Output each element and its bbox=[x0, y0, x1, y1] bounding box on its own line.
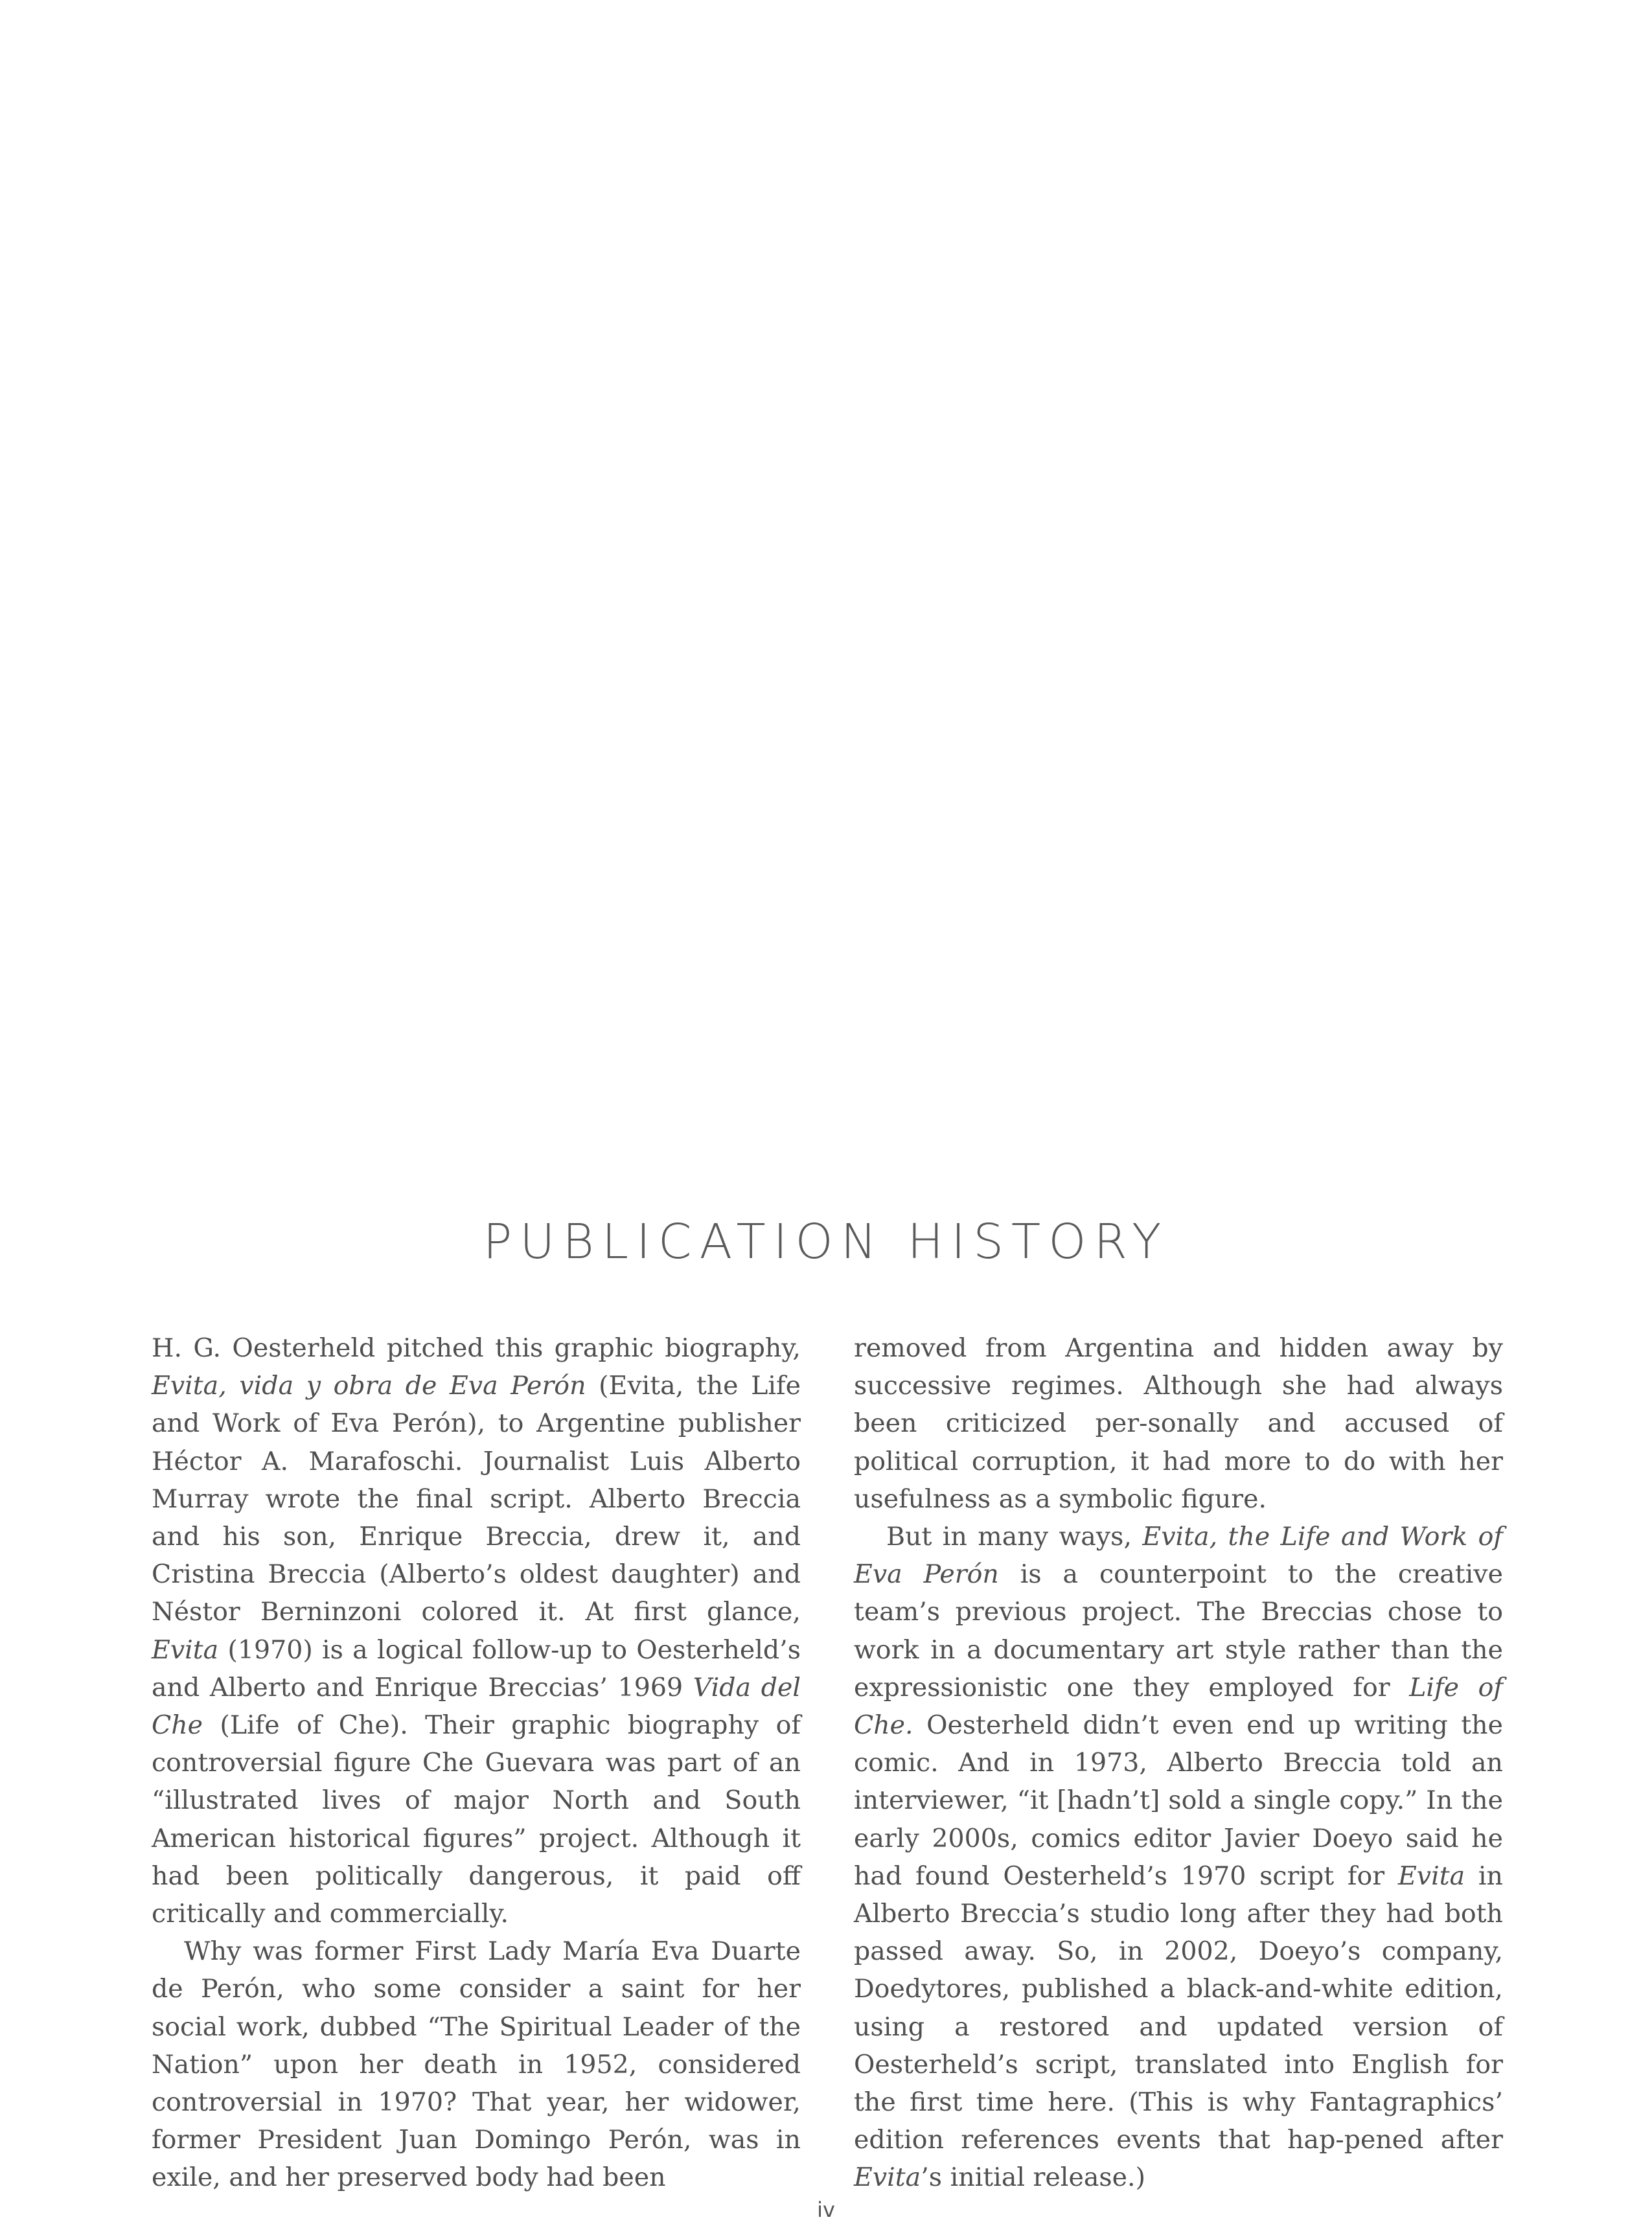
paragraph-why-controversial: Why was former First Lady María Eva Duarte de Perón, who some consider a saint for her social work, dubbed “The Spiritual Leader of the Nation” upon her death in 1952, considered controversial in 1970? That year, her widower, former President Juan Domingo Perón, was in exile, and her preserved body had been bbox=[152, 1936, 801, 2193]
left-column bbox=[152, 1329, 801, 2197]
paragraph-continued: removed from Argentina and hidden away by successive regimes. Although she had always been criticized per-sonally and accused of political corruption, it had more to do with her usefulness as a symbolic figure. bbox=[854, 1333, 1503, 1514]
page-title: PUBLICATION HISTORY bbox=[483, 1214, 1169, 1270]
page-number: iv bbox=[817, 2197, 835, 2222]
right-column bbox=[854, 1329, 1503, 2197]
paragraph-counterpoint: But in many ways, Evita, the Life and Work of Eva Perón is a counterpoint to the creative team’s previous project. The Breccias chose to work in a documentary art style rather than the expressionistic one they employed for Life of Che. Oesterheld didn’t even end up writing the comic. And in 1973, Alberto Breccia told an interviewer, “it [hadn’t] sold a single copy.” In the early 2000s, comics editor Javier Doeyo said he had found Oesterheld’s 1970 script for Evita in Alberto Breccia’s studio long after they had both passed away. So, in 2002, Doeyo’s company, Doedytores, published a black-and-white edition, using a restored and updated version of Oesterheld’s script, translated into English for the first time here. (This is why Fantagraphics’ edition references events that hap-pened after Evita’s initial release.) bbox=[854, 1522, 1504, 2193]
paragraph-intro: H. G. Oesterheld pitched this graphic biography, Evita, vida y obra de Eva Perón (Evita, the Life and Work of Eva Perón), to Argentine publisher Héctor A. Marafoschi. Journalist Luis Alberto Murray wrote the final script. Alberto Breccia and his son, Enrique Breccia, drew it, and Cristina Breccia (Alberto’s oldest daughter) and Néstor Berninzoni colored it. At first glance, Evita (1970) is a logical follow-up to Oesterheld’s and Alberto and Enrique Breccias’ 1969 Vida del Che (Life of Che). Their graphic biography of controversial figure Che Guevara was part of an “illustrated lives of major North and South American historical figures” project. Although it had been politically dangerous, it paid off critically and commercially. bbox=[152, 1333, 801, 1929]
